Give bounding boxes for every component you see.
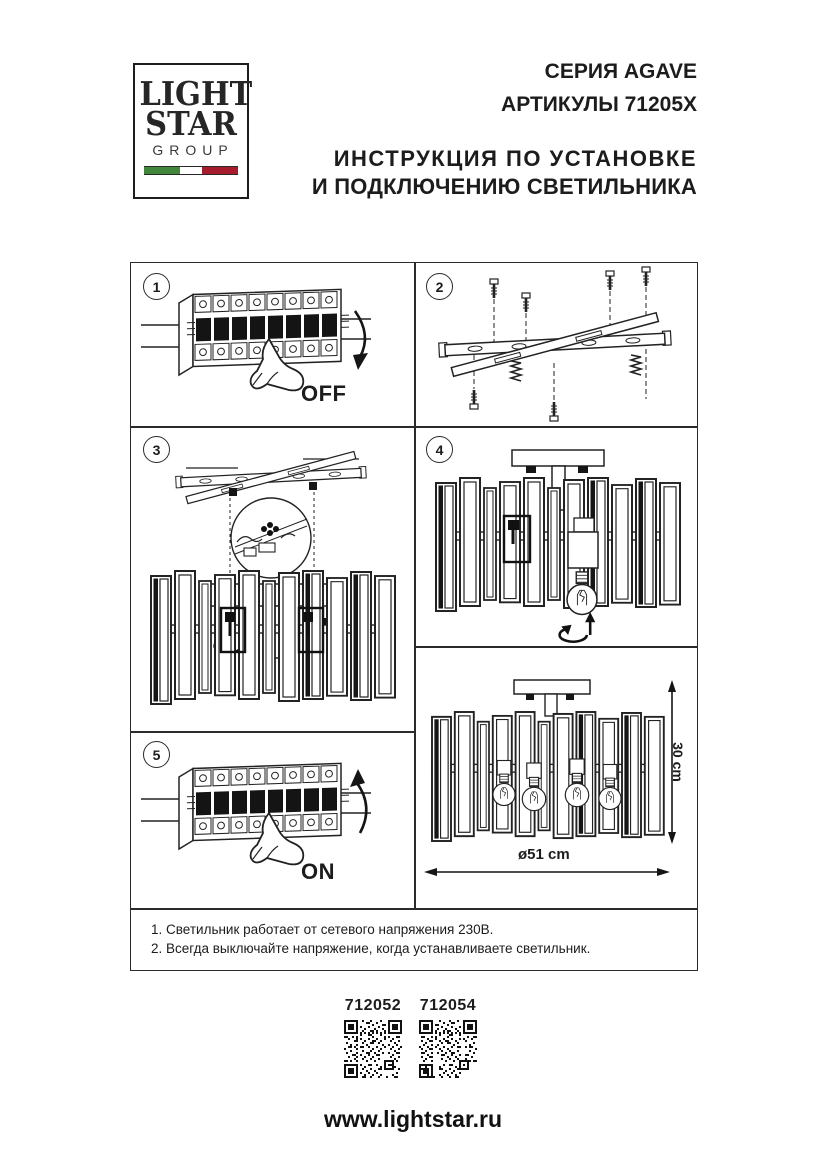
note-line-2: 2. Всегда выключайте напряжение, когда устанавливаете светильник. <box>151 941 591 956</box>
logo-star: STAR <box>145 104 237 143</box>
step5-number: 5 <box>143 741 170 768</box>
arrow-up-icon <box>350 769 366 833</box>
dimensions-panel <box>414 646 697 908</box>
dimensions-illustration <box>414 646 697 908</box>
website-url: www.lightstar.ru <box>323 1106 503 1132</box>
qr-code-712054 <box>419 1020 477 1078</box>
step4-illustration-bulb <box>414 426 697 646</box>
magnifier-wiring-detail <box>231 498 311 578</box>
qr-code-712052 <box>344 1020 402 1078</box>
logo-light: LIGHT <box>139 74 253 113</box>
italian-flag-stripe <box>144 166 238 175</box>
step2-illustration-bracket <box>414 263 697 426</box>
note-line-1: 1. Светильник работает от сетевого напряжения 230В. <box>151 922 494 937</box>
arrow-down-icon <box>353 311 368 370</box>
step3-panel <box>131 426 414 731</box>
step3-number: 3 <box>143 436 170 463</box>
step4-number: 4 <box>426 436 453 463</box>
step1-number: 1 <box>143 273 170 300</box>
instruction-title-line1: ИНСТРУКЦИЯ ПО УСТАНОВКЕ <box>333 146 697 171</box>
rotate-bulb-icon <box>560 612 596 642</box>
lightstar-logo <box>133 63 253 199</box>
safety-notes <box>131 908 697 970</box>
on-label: ON <box>301 859 335 884</box>
diameter-dimension-label: ø51 cm <box>518 846 570 863</box>
step3-illustration-hanging <box>131 426 414 731</box>
instruction-title-line2: И ПОДКЛЮЧЕНИЮ СВЕТИЛЬНИКА <box>311 174 697 199</box>
instruction-grid <box>130 262 698 971</box>
logo-group: GROUP <box>152 142 234 158</box>
step5-illustration-breaker-on <box>131 731 414 908</box>
step1-panel <box>131 263 414 426</box>
step2-panel <box>414 263 697 426</box>
off-label: OFF <box>301 381 347 406</box>
articles-title: АРТИКУЛЫ 71205X <box>501 93 697 116</box>
step4-panel <box>414 426 697 646</box>
series-title: СЕРИЯ AGAVE <box>544 60 697 83</box>
height-dimension-label: 30 cm <box>669 742 686 782</box>
step2-number: 2 <box>426 273 453 300</box>
step1-illustration-breaker-off <box>131 263 414 426</box>
article-number-712054: 712054 <box>419 997 477 1014</box>
step5-panel <box>131 731 414 908</box>
article-number-712052: 712052 <box>344 997 402 1014</box>
